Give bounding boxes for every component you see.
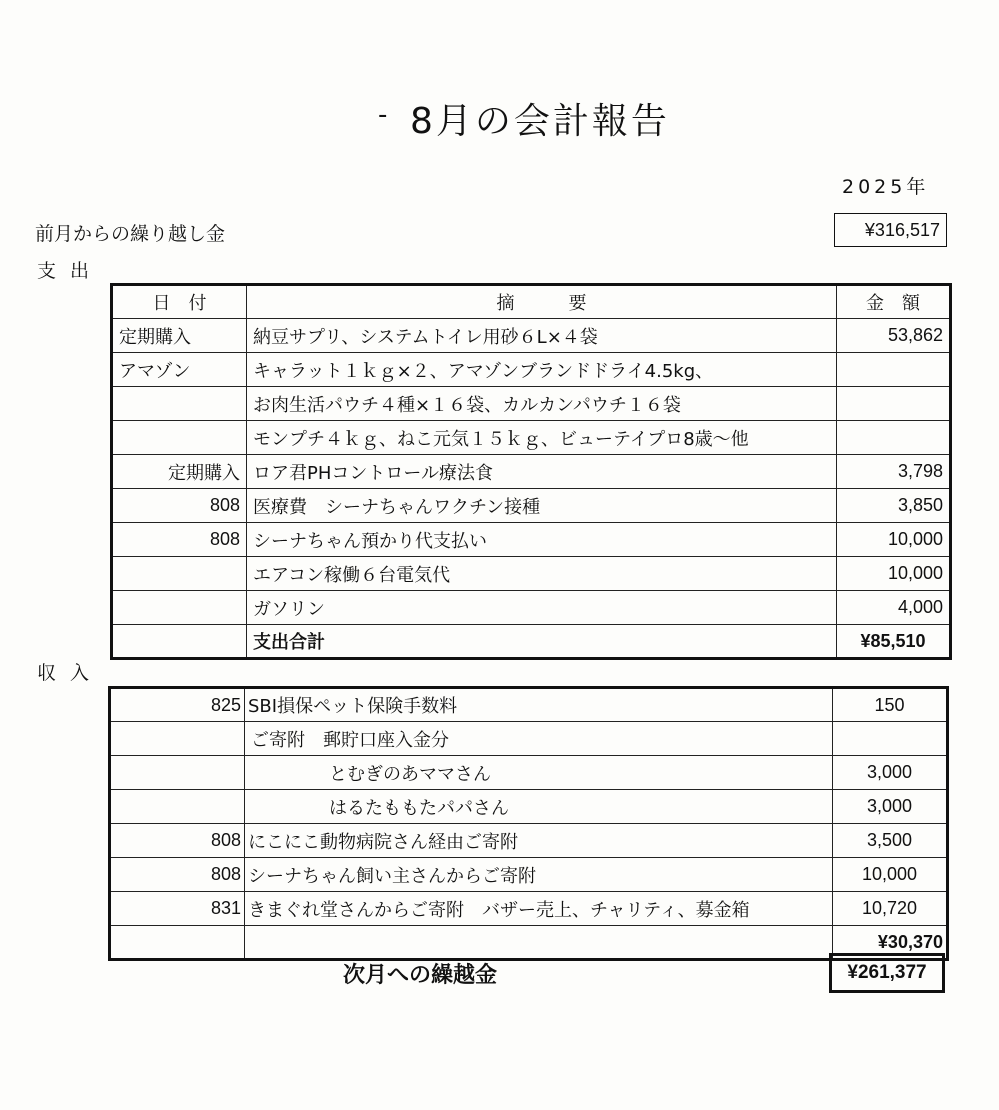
income-date	[110, 756, 245, 790]
expense-row	[112, 523, 951, 557]
expense-summary: シーナちゃん預かり代支払い	[247, 523, 837, 557]
income-date: 825	[110, 688, 245, 722]
income-row	[110, 790, 948, 824]
carry-over-amount: ¥316,517	[834, 213, 947, 247]
expense-amount	[837, 353, 951, 387]
expense-date	[112, 557, 247, 591]
expense-date: 808	[112, 523, 247, 557]
expenses-total-label: 支出合計	[247, 625, 837, 659]
expenses-header-row	[112, 285, 951, 319]
expense-date	[112, 387, 247, 421]
income-section-label: 収入	[37, 662, 104, 684]
income-amount: 3,500	[833, 824, 948, 858]
income-amount: 150	[833, 688, 948, 722]
expense-row	[112, 557, 951, 591]
income-date	[110, 722, 245, 756]
date-header: 日 付	[112, 285, 247, 319]
expense-summary: ガソリン	[247, 591, 837, 625]
expense-row	[112, 421, 951, 455]
income-total-date	[110, 926, 245, 960]
expense-amount	[837, 387, 951, 421]
carry-over-label: 前月からの繰り越し金	[35, 223, 226, 245]
expenses-total-row	[112, 625, 951, 659]
income-amount: 10,720	[833, 892, 948, 926]
expense-row	[112, 591, 951, 625]
expense-amount: 10,000	[837, 523, 951, 557]
income-date: 831	[110, 892, 245, 926]
income-amount: 10,000	[833, 858, 948, 892]
income-summary: ご寄附 郵貯口座入金分	[245, 722, 833, 756]
expense-date	[112, 421, 247, 455]
expense-summary: ロア君PHコントロール療法食	[247, 455, 837, 489]
expense-amount: 3,798	[837, 455, 951, 489]
income-row	[110, 756, 948, 790]
expense-amount: 10,000	[837, 557, 951, 591]
expense-row	[112, 455, 951, 489]
expense-date: 定期購入	[112, 319, 247, 353]
expenses-total-amount: ¥85,510	[837, 625, 951, 659]
expense-date: 808	[112, 489, 247, 523]
next-month-balance-label: 次月への繰越金	[343, 963, 498, 988]
expense-date	[112, 591, 247, 625]
page-title: 8月の会計報告	[410, 101, 670, 142]
expenses-total-date	[112, 625, 247, 659]
income-row	[110, 858, 948, 892]
expense-amount: 4,000	[837, 591, 951, 625]
expense-summary: キャラット１ｋｇ×２、アマゾンブランドドライ4.5kg、	[247, 353, 837, 387]
expense-amount: 53,862	[837, 319, 951, 353]
income-summary: はるたももたパパさん	[245, 790, 833, 824]
income-total-amount: ¥30,370	[833, 926, 948, 960]
income-row	[110, 892, 948, 926]
income-total-row	[110, 926, 948, 960]
expenses-table	[110, 283, 952, 660]
income-row	[110, 688, 948, 722]
expense-summary: モンプチ４ｋｇ、ねこ元気１５ｋｇ、ビューテイプロ8歳～他	[247, 421, 837, 455]
income-amount: 3,000	[833, 790, 948, 824]
expense-summary: 医療費 シーナちゃんワクチン接種	[247, 489, 837, 523]
expenses-section-label: 支出	[37, 260, 104, 282]
income-summary: にこにこ動物病院さん経由ご寄附	[245, 824, 833, 858]
income-amount: 3,000	[833, 756, 948, 790]
expense-row	[112, 387, 951, 421]
income-table	[108, 686, 949, 961]
expense-summary: お肉生活パウチ４種×１６袋、カルカンパウチ１６袋	[247, 387, 837, 421]
title-dash: -	[378, 100, 388, 130]
expense-summary: エアコン稼働６台電気代	[247, 557, 837, 591]
expense-date: 定期購入	[112, 455, 247, 489]
income-amount	[833, 722, 948, 756]
income-date: 808	[110, 824, 245, 858]
expense-row	[112, 489, 951, 523]
expense-summary: 納豆サプリ、システムトイレ用砂６L×４袋	[247, 319, 837, 353]
summary-header: 摘 要	[247, 285, 837, 319]
next-month-balance-amount: ¥261,377	[829, 953, 945, 993]
expense-amount: 3,850	[837, 489, 951, 523]
expense-row	[112, 319, 951, 353]
income-date	[110, 790, 245, 824]
income-summary: シーナちゃん飼い主さんからご寄附	[245, 858, 833, 892]
income-date: 808	[110, 858, 245, 892]
income-summary: きまぐれ堂さんからご寄附 バザー売上、チャリティ、募金箱	[245, 892, 833, 926]
income-row	[110, 722, 948, 756]
income-summary: とむぎのあママさん	[245, 756, 833, 790]
report-year: 2025年	[842, 176, 930, 198]
expense-row	[112, 353, 951, 387]
amount-header: 金 額	[837, 285, 951, 319]
income-summary: SBI損保ペット保険手数料	[245, 688, 833, 722]
income-total-summary	[245, 926, 833, 960]
income-row	[110, 824, 948, 858]
expense-amount	[837, 421, 951, 455]
expense-date: アマゾン	[112, 353, 247, 387]
